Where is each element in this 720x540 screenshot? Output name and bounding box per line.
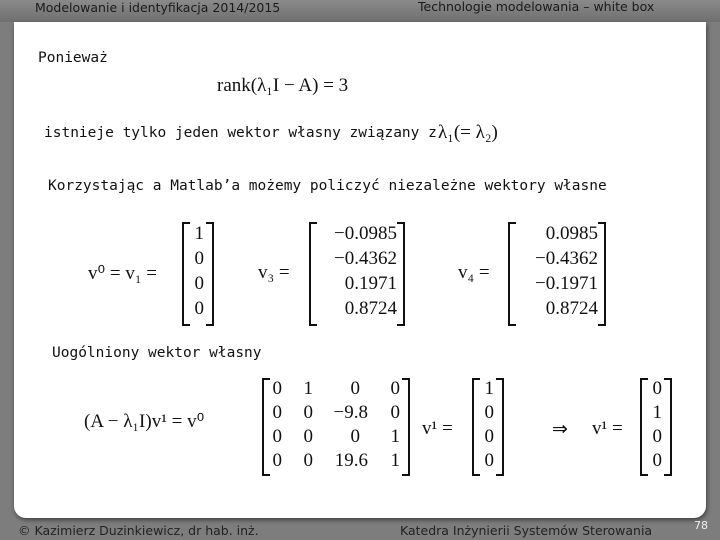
matrix-cell: −0.0985 <box>334 223 397 244</box>
matrix-v4 <box>508 222 606 326</box>
matrix-cell: 1 <box>652 402 662 423</box>
matrix-cell: 0.8724 <box>344 298 397 319</box>
text-korzystajac: Korzystając a Matlab’a możemy policzyć niezależne wektory własne <box>48 178 607 194</box>
matrix-cell: 1 <box>390 426 400 447</box>
matrix-cell: 1 <box>194 223 204 244</box>
matrix-cell: −9.8 <box>333 402 368 423</box>
matrix-cell: 0 <box>350 378 360 399</box>
matrix-cell: −0.4362 <box>334 248 397 269</box>
footer-bar <box>0 518 720 540</box>
generalized-equation: (A − λ₁I)v¹ = v⁰ <box>84 411 205 432</box>
matrix-cell: 0 <box>272 450 282 471</box>
v4-label: v₄ = <box>458 262 490 283</box>
matrix-cell: 0 <box>272 378 282 399</box>
matrix-cell: 0 <box>194 248 204 269</box>
slide-panel <box>14 22 706 518</box>
matrix-rhs <box>472 378 504 476</box>
header-course: Modelowanie i identyfikacja 2014/2015 <box>35 0 281 15</box>
implies-arrow: ⇒ <box>552 419 568 440</box>
matrix-v1 <box>182 222 214 326</box>
matrix-cell: 0 <box>272 402 282 423</box>
matrix-cell: 0 <box>194 298 204 319</box>
text-poniewaz: Ponieważ <box>38 50 108 66</box>
lambda-equation: λ₁(= λ₂) <box>438 122 498 143</box>
matrix-cell: 0 <box>303 402 313 423</box>
matrix-cell: 0 <box>484 402 494 423</box>
v1-label-result: v¹ = <box>592 418 623 439</box>
footer-author: © Kazimierz Duzinkiewicz, dr hab. inż. <box>18 523 259 538</box>
matrix-cell: 0.8724 <box>545 298 598 319</box>
v3-label: v₃ = <box>258 262 290 283</box>
page-number: 78 <box>694 519 708 532</box>
matrix-v3 <box>309 222 405 326</box>
matrix-cell: 0 <box>390 402 400 423</box>
text-uogolniony: Uogólniony wektor własny <box>52 345 262 361</box>
matrix-cell: 0 <box>303 450 313 471</box>
matrix-cell: 0 <box>303 426 313 447</box>
matrix-cell: 0 <box>652 378 662 399</box>
matrix-cell: 0 <box>484 426 494 447</box>
matrix-cell: −0.4362 <box>535 248 598 269</box>
v0-label: v⁰ = v₁ = <box>88 263 157 284</box>
matrix-cell: 0 <box>484 450 494 471</box>
matrix-a-minus-lambda <box>262 378 410 476</box>
matrix-cell: 0 <box>652 450 662 471</box>
v1-label: v¹ = <box>422 418 453 439</box>
matrix-cell: 19.6 <box>334 450 368 471</box>
matrix-cell: 0 <box>350 426 360 447</box>
header-topic: Technologie modelowania – white box <box>418 0 655 14</box>
matrix-cell: 0 <box>272 426 282 447</box>
matrix-cell: 0.1971 <box>344 273 397 294</box>
matrix-cell: 0.0985 <box>545 223 598 244</box>
rank-equation: rank(λ₁I − A) = 3 <box>217 75 349 96</box>
matrix-cell: −0.1971 <box>535 273 598 294</box>
matrix-cell: 0 <box>390 378 400 399</box>
matrix-cell: 0 <box>194 273 204 294</box>
matrix-cell: 1 <box>484 378 494 399</box>
footer-department: Katedra Inżynierii Systemów Sterowania <box>400 523 653 538</box>
matrix-cell: 0 <box>652 426 662 447</box>
matrix-cell: 1 <box>303 378 313 399</box>
matrix-cell: 1 <box>390 450 400 471</box>
text-istnieje: istnieje tylko jeden wektor własny związany z <box>44 125 437 141</box>
matrix-v1-result <box>640 378 672 476</box>
